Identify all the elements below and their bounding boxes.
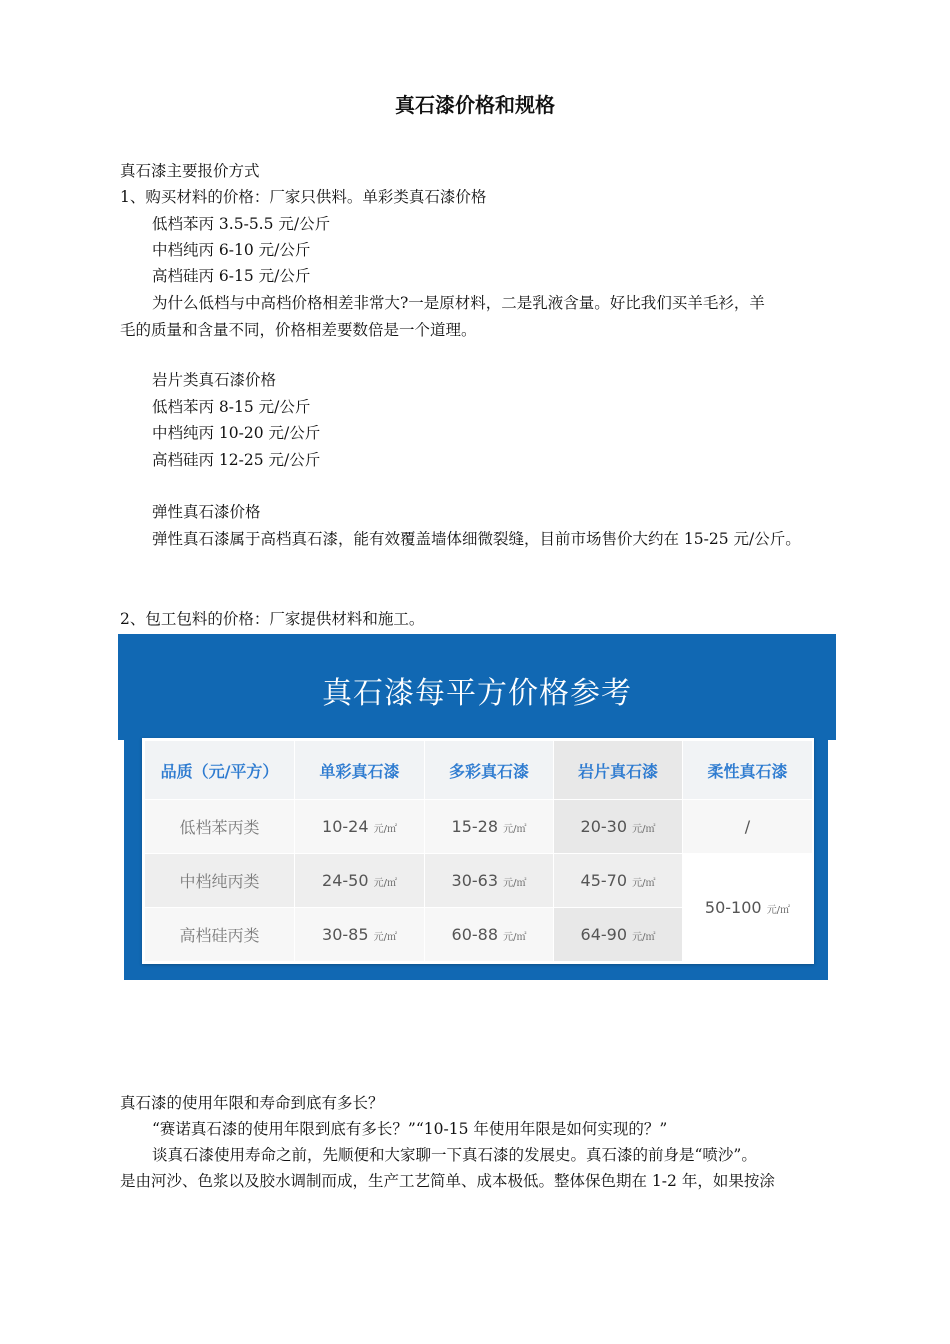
price-banner-title: 真石漆每平方价格参考 [322, 676, 632, 711]
cell-flexible-merged: 50-100 元/㎡ [683, 854, 813, 962]
rock-price-mid: 中档纯丙 10-20 元/公斤 [152, 424, 321, 442]
price-table-card [142, 738, 814, 964]
table-row [145, 854, 813, 908]
price-table-frame [124, 738, 828, 980]
table-row [145, 800, 813, 854]
price-line-low: 低档苯丙 3.5-5.5 元/公斤 [152, 215, 331, 233]
row-quality: 中档纯丙类 [145, 854, 295, 908]
header-quality: 品质（元/平方） [145, 741, 295, 800]
cell-single: 10-24 元/㎡ [295, 800, 425, 854]
row-quality: 高档硅丙类 [145, 908, 295, 962]
cell-rock: 20-30 元/㎡ [554, 800, 683, 854]
price-table-header-row [145, 741, 813, 800]
price-banner [118, 634, 836, 740]
header-multi: 多彩真石漆 [425, 741, 554, 800]
header-single: 单彩真石漆 [295, 741, 425, 800]
explanation-line-2: 毛的质量和含量不同，价格相差要数倍是一个道理。 [120, 321, 477, 339]
cell-single: 24-50 元/㎡ [295, 854, 425, 908]
lifespan-question: 真石漆的使用年限和寿命到底有多长？ [120, 1094, 384, 1112]
cell-multi: 15-28 元/㎡ [425, 800, 554, 854]
price-table [144, 740, 813, 962]
header-rock: 岩片真石漆 [554, 741, 683, 800]
elastic-price-text: 弹性真石漆属于高档真石漆，能有效覆盖墙体细微裂缝，目前市场售价大约在 15-25 元/公斤。 [152, 530, 801, 548]
price-line-mid: 中档纯丙 6-10 元/公斤 [152, 241, 311, 259]
cell-flexible: / [683, 800, 813, 854]
lifespan-quote: “赛诺真石漆的使用年限到底有多长？”“10-15 年使用年限是如何实现的？” [152, 1120, 668, 1138]
row-quality: 低档苯丙类 [145, 800, 295, 854]
section-2-heading: 2、包工包料的价格：厂家提供材料和施工。 [120, 610, 425, 628]
cell-single: 30-85 元/㎡ [295, 908, 425, 962]
rock-price-title: 岩片类真石漆价格 [152, 371, 277, 389]
cell-multi: 60-88 元/㎡ [425, 908, 554, 962]
cell-multi: 30-63 元/㎡ [425, 854, 554, 908]
elastic-price-title: 弹性真石漆价格 [152, 503, 261, 521]
page-title: 真石漆价格和规格 [395, 93, 555, 117]
cell-rock: 45-70 元/㎡ [554, 854, 683, 908]
history-line-1: 谈真石漆使用寿命之前，先顺便和大家聊一下真石漆的发展史。真石漆的前身是“喷沙”。 [152, 1146, 757, 1164]
history-line-2: 是由河沙、色浆以及胶水调制而成，生产工艺简单、成本极低。整体保色期在 1-2 年，如果按涂 [120, 1172, 775, 1190]
explanation-line-1: 为什么低档与中高档价格相差非常大?一是原材料，二是乳液含量。好比我们买羊毛衫，羊 [152, 294, 765, 312]
price-reference-image [118, 634, 836, 980]
rock-price-low: 低档苯丙 8-15 元/公斤 [152, 398, 311, 416]
price-line-high: 高档硅丙 6-15 元/公斤 [152, 267, 311, 285]
section-1-heading: 1、购买材料的价格：厂家只供料。单彩类真石漆价格 [120, 188, 487, 206]
rock-price-high: 高档硅丙 12-25 元/公斤 [152, 451, 321, 469]
intro-heading: 真石漆主要报价方式 [120, 162, 260, 180]
header-flexible: 柔性真石漆 [683, 741, 813, 800]
cell-rock: 64-90 元/㎡ [554, 908, 683, 962]
